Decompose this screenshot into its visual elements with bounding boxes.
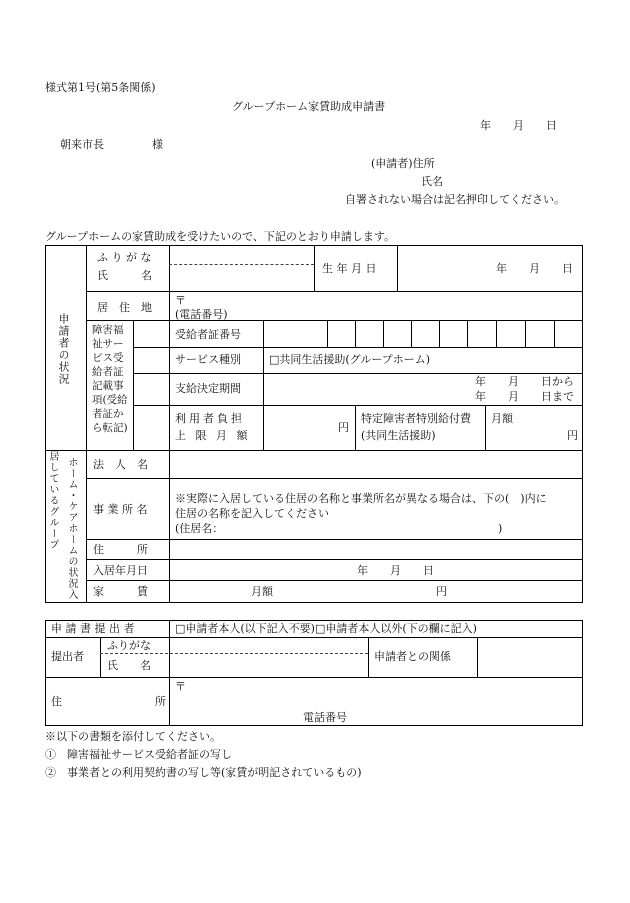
submitter-name-label: 氏 名 [107,659,151,672]
home-address-label: 住 所 [93,543,148,556]
birth-value: 年 月 日 [496,262,573,275]
birth-divider-1 [314,245,315,291]
row-line [86,580,583,581]
burden-label-1: 利用者負担 [175,412,245,425]
submitter-header-label: 申 請 書 提 出 者 [51,622,135,635]
office-note-3: (住居名： [175,522,224,535]
relation-label: 申請者との関係 [374,650,451,663]
submitter-furigana-label: ふりがな [107,639,151,652]
submitter-phone-label: 電話番号 [303,711,347,724]
cell-line [263,320,264,347]
office-name-label: 事 業 所 名 [93,503,148,516]
cert-label-divider [133,320,134,450]
move-in-value: 年 月 日 [357,564,434,577]
section-label-home-2: ホーム・ケアホームの状況入 [66,457,77,600]
submitter-postal-mark: 〒 [175,680,186,693]
document-title: グループホーム家賃助成申請書 [232,100,386,113]
seal-note: 自署されない場合は記名押印してください。 [345,193,565,206]
furigana-label: ふ り が な [97,251,152,264]
submitter-table [45,620,583,726]
submitter-address-label-1: 住 [51,695,62,708]
cell-line [355,405,356,450]
row-line [86,320,583,321]
row-line [86,539,583,540]
cert-divider [86,320,87,450]
cell-line [169,620,170,726]
date-line: 年 月 日 [480,119,557,132]
cert-label: 障害福祉サービス受給者証記載事項(受給者証から転記) [92,324,128,434]
submitter-address-label-2: 所 [155,695,166,708]
cert-number-label: 受給者証番号 [175,328,241,341]
digit-line [327,320,328,347]
form-number: 様式第1号(第5条関係) [45,81,156,94]
digit-line [467,320,468,347]
cell-line [263,347,264,373]
period-from: 年 月 日から [475,375,574,388]
digit-line [355,320,356,347]
special-benefit-label-1: 特定障害者特別給付費 [361,412,471,425]
application-table [45,245,583,603]
section-label-applicant: 申請者の状況 [57,313,70,385]
submitter-options: □申請者本人(以下記入不要)□申請者本人以外(下の欄に記入) [175,622,477,635]
cell-line [100,637,101,677]
rent-label: 家 賃 [93,585,148,598]
cell-line [485,405,486,450]
row-line [45,637,583,638]
digit-line [411,320,412,347]
special-benefit-yen: 円 [567,429,578,442]
cell-line [263,405,264,450]
special-benefit-monthly: 月額 [491,412,513,425]
section-line [45,450,583,451]
attachment-note-lead: ※以下の書類を添付してください。 [45,730,221,743]
applicant-name-label: 氏名 [421,175,443,188]
applicant-address-label: (申請者)住所 [371,157,435,170]
section-label-home-1: 居しているグループ [47,451,58,550]
row-line [133,405,583,406]
period-to: 年 月 日まで [475,390,574,403]
corp-name-label: 法 人 名 [93,458,148,471]
submitter-furigana-divider [100,653,368,654]
row-line [133,347,583,348]
service-type-value: □共同生活援助(グループホーム) [269,353,431,366]
digit-line [496,320,497,347]
office-note-2: 住居の名称を記入してください [175,507,329,520]
rent-yen: 円 [436,585,447,598]
postal-mark: 〒 [175,294,186,307]
birth-label: 生 年 月 日 [322,262,377,275]
submitter-label: 提出者 [51,650,84,663]
row-line [86,478,583,479]
office-note-1: ※実際に入居している住居の名称と事業所名が異なる場合は、下の( )内に [175,492,547,505]
office-note-close: ) [498,522,503,535]
phone-label: (電話番号) [175,308,228,321]
attachment-item-2: ② 事業者との利用契約書の写し等(家賃が明記されているもの) [45,766,362,779]
burden-yen: 円 [338,421,349,434]
honorific: 様 [152,138,163,151]
service-type-label: サービス種別 [175,353,241,366]
name-label: 氏 名 [97,269,152,282]
special-benefit-label-2: (共同生活援助) [361,429,436,442]
digit-line [383,320,384,347]
attachment-item-1: ① 障害福祉サービス受給者証の写し [45,748,232,761]
cell-line [368,637,369,677]
rent-monthly: 月額 [251,585,273,598]
cell-line [263,373,264,405]
digit-line [554,320,555,347]
cell-line [477,637,478,677]
row-line [86,559,583,560]
row-line [86,291,583,292]
move-in-label: 入居年月日 [93,564,148,577]
row-line [133,373,583,374]
row-line [45,677,583,678]
digit-line [525,320,526,347]
digit-line [439,320,440,347]
birth-divider-2 [397,245,398,291]
period-label: 支給決定期間 [175,382,241,395]
addressee: 朝来市長 [60,138,104,151]
intro-text: グループホームの家賃助成を受けたいので、下記のとおり申請します。 [45,230,396,243]
burden-label-2: 上 限 月 額 [175,429,251,442]
residence-label: 居 住 地 [97,301,152,314]
furigana-divider [169,264,314,265]
